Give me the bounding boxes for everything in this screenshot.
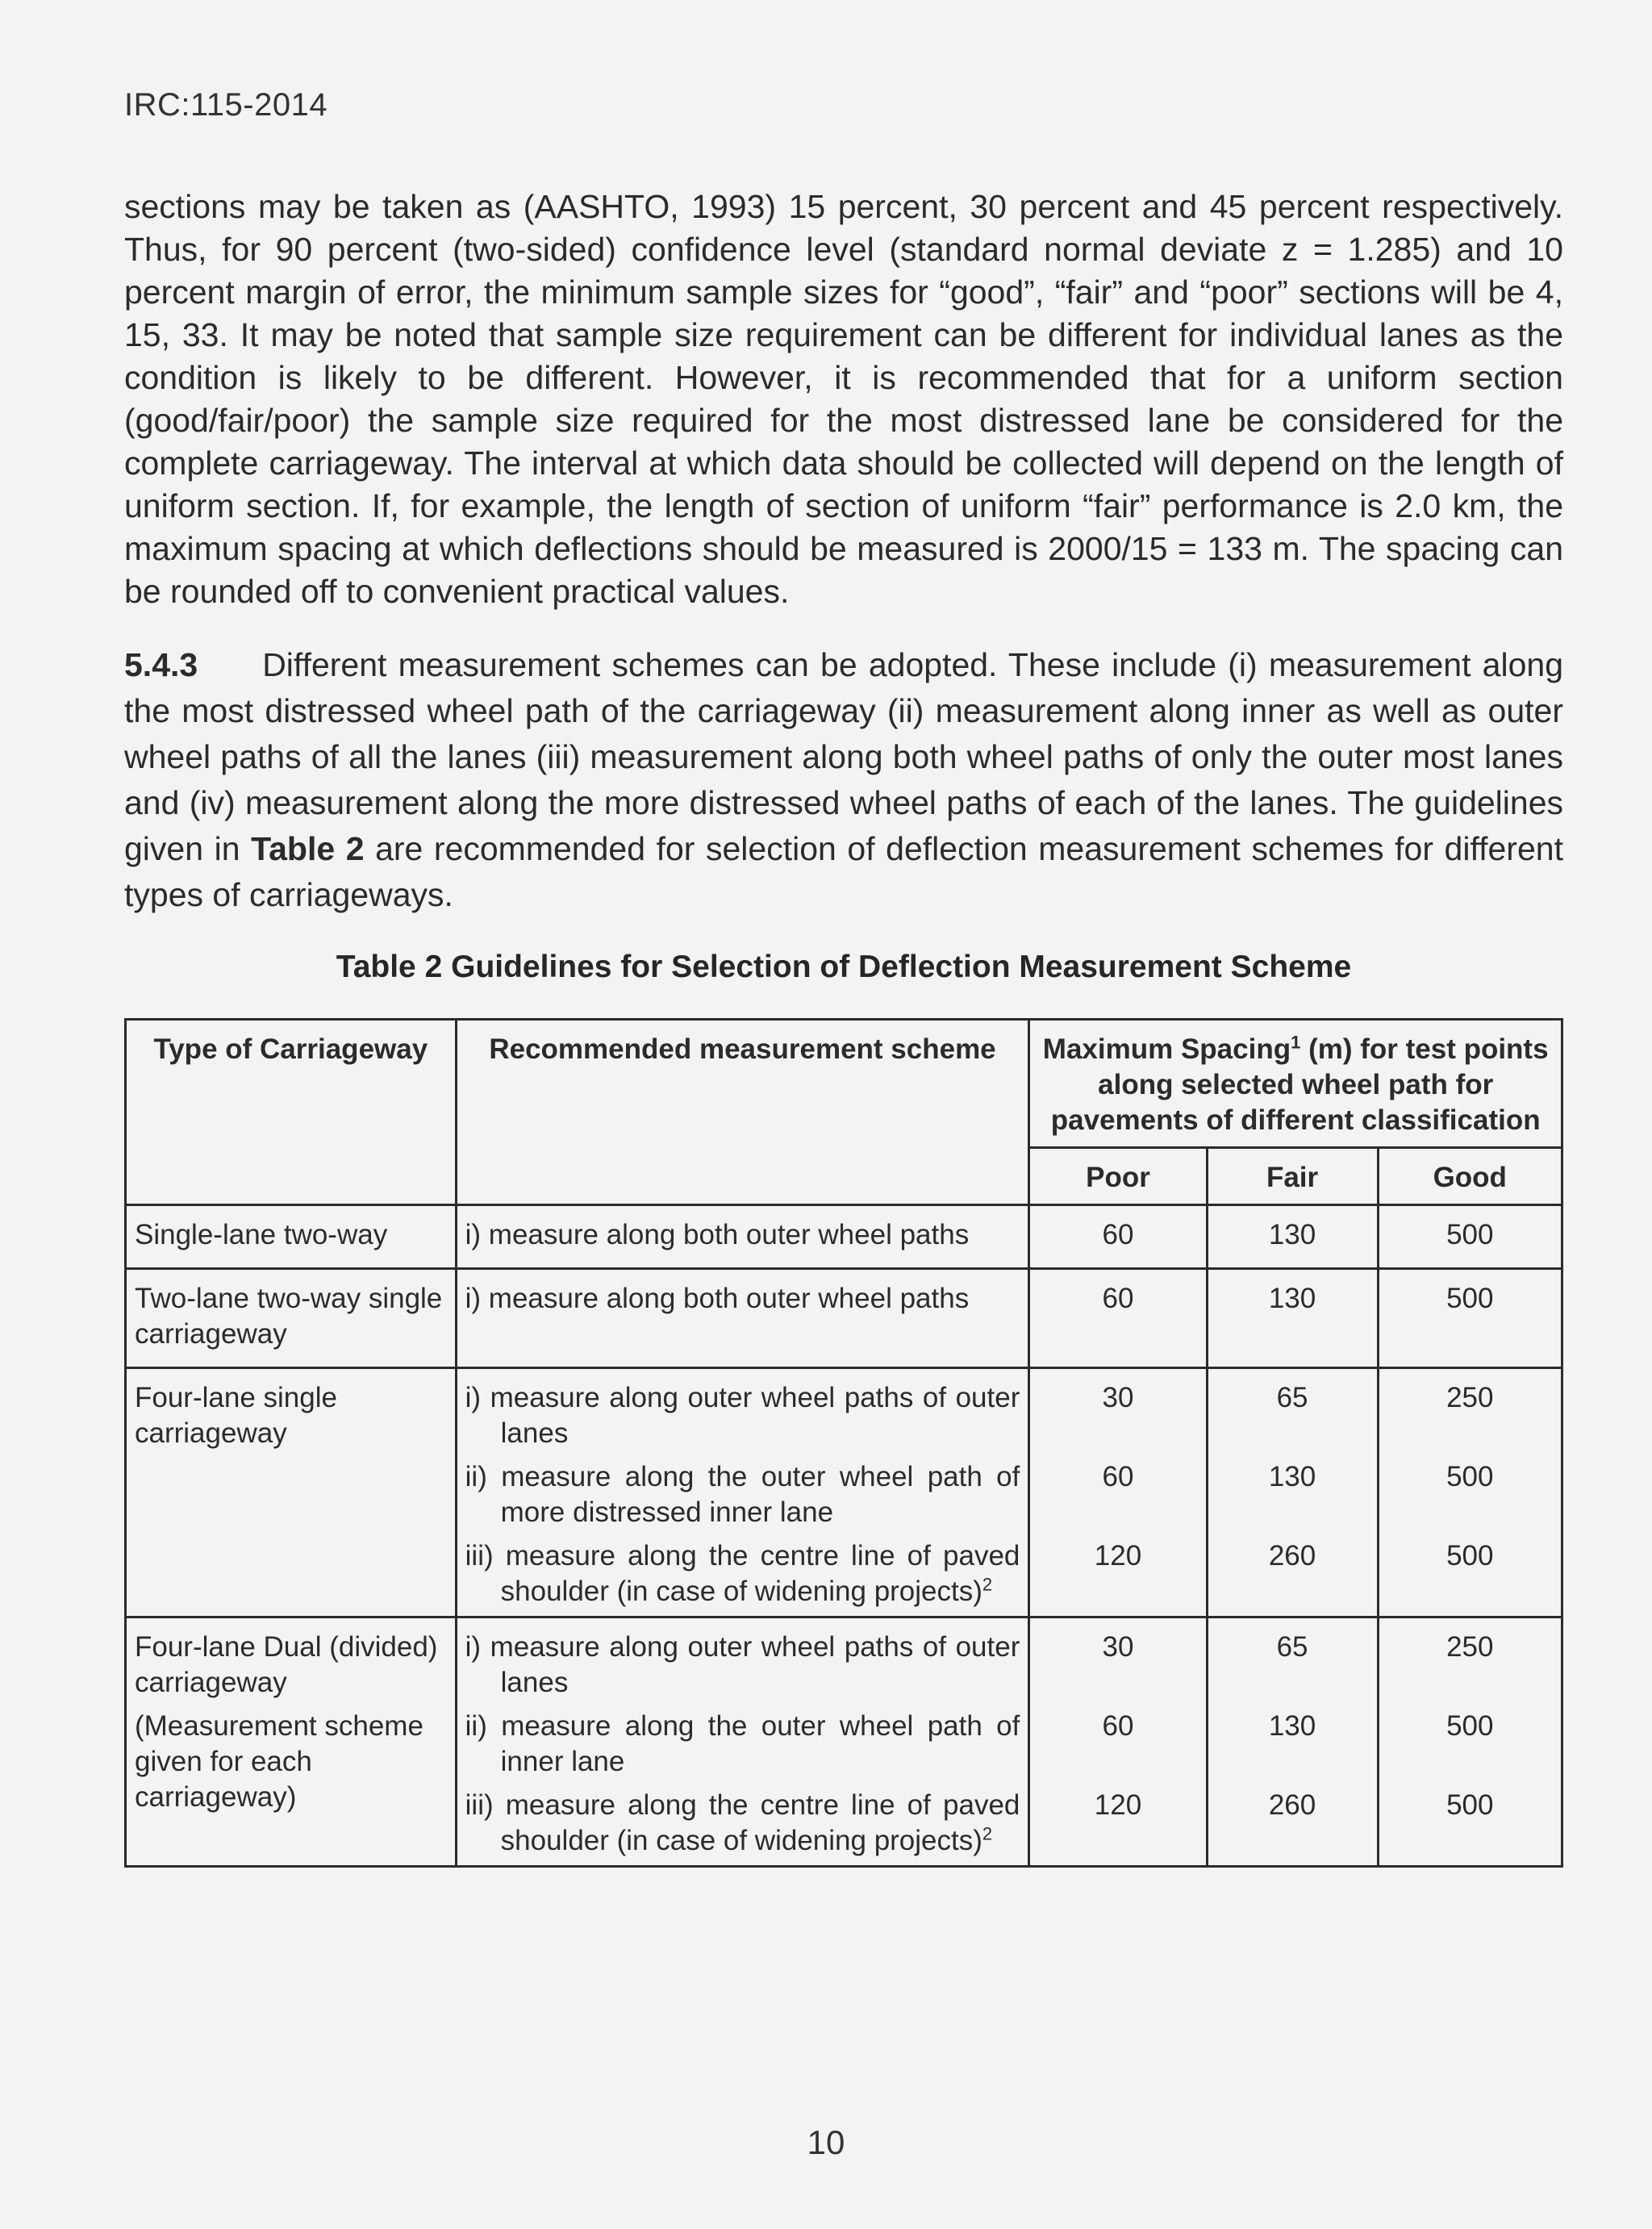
- spacing-value-good: 500: [1446, 1710, 1494, 1742]
- cell-carriageway-type: [126, 1617, 457, 1867]
- cell-spacing-fair: [1207, 1269, 1378, 1368]
- cell-spacing-good: [1378, 1269, 1562, 1368]
- paragraph-text-after: are recommended for selection of deflection measurement schemes for different types of carriageways.: [124, 830, 1563, 913]
- cell-spacing-poor: [1029, 1205, 1207, 1269]
- header-spacing-pre: Maximum Spacing: [1042, 1033, 1291, 1065]
- scheme-item-text: ii) measure along the outer wheel path of inner lane: [465, 1710, 1020, 1777]
- spacing-value-fair: 260: [1268, 1540, 1316, 1572]
- spacing-value-poor: 60: [1102, 1283, 1134, 1314]
- spacing-value-poor: 30: [1102, 1631, 1134, 1663]
- header-good: Good: [1378, 1148, 1562, 1205]
- header-spacing: [1029, 1020, 1562, 1148]
- spacing-value-fair: 65: [1276, 1382, 1308, 1413]
- scheme-item-text: iii) measure along the centre line of paved shoulder (in case of widening projects): [465, 1789, 1020, 1856]
- cell-spacing-fair: [1207, 1205, 1378, 1269]
- cell-spacing-good: [1378, 1368, 1562, 1617]
- footnote-marker: 1: [1291, 1032, 1301, 1053]
- scheme-item: [465, 1217, 1020, 1253]
- carriageway-type-text: Four-lane single carriageway: [135, 1382, 337, 1449]
- table-caption: Table 2 Guidelines for Selection of Deflection Measurement Scheme: [336, 950, 1352, 984]
- document-code-header: IRC:115-2014: [124, 87, 328, 123]
- scheme-item: [465, 1281, 1020, 1317]
- spacing-value-poor: 120: [1094, 1789, 1142, 1821]
- table-header-row: [126, 1020, 1562, 1148]
- scheme-item-text: i) measure along both outer wheel paths: [465, 1219, 970, 1250]
- header-scheme: Recommended measurement scheme: [456, 1020, 1029, 1205]
- scheme-item-text: i) measure along both outer wheel paths: [465, 1283, 970, 1314]
- scheme-item: [465, 1709, 1020, 1780]
- table-reference: Table 2: [251, 830, 365, 867]
- carriageway-type-text: (Measurement scheme given for each carriageway): [135, 1710, 423, 1813]
- cell-spacing-poor: [1029, 1269, 1207, 1368]
- spacing-value-good: 500: [1446, 1540, 1494, 1572]
- spacing-value-fair: 260: [1268, 1789, 1316, 1821]
- spacing-value-poor: 60: [1102, 1219, 1134, 1250]
- scheme-item: [465, 1459, 1020, 1530]
- spacing-value-good: 500: [1446, 1789, 1494, 1821]
- cell-spacing-fair: [1207, 1368, 1378, 1617]
- cell-carriageway-type: [126, 1205, 457, 1269]
- scheme-item: [465, 1630, 1020, 1701]
- scheme-item-text: i) measure along outer wheel paths of outer lanes: [465, 1382, 1020, 1449]
- cell-scheme: [456, 1368, 1029, 1617]
- header-fair: Fair: [1207, 1148, 1378, 1205]
- footnote-marker: 2: [982, 1574, 993, 1595]
- page-number: 10: [807, 2123, 845, 2161]
- spacing-value-good: 250: [1446, 1382, 1494, 1413]
- header-poor: Poor: [1029, 1148, 1207, 1205]
- spacing-value-good: 500: [1446, 1461, 1494, 1492]
- header-type: Type of Carriageway: [126, 1020, 457, 1205]
- scheme-item-text: ii) measure along the outer wheel path of more distressed inner lane: [465, 1461, 1020, 1528]
- spacing-value-poor: 120: [1094, 1540, 1142, 1572]
- scheme-item-text: i) measure along outer wheel paths of outer lanes: [465, 1631, 1020, 1698]
- carriageway-type-text: Four-lane Dual (divided) carriageway: [135, 1631, 438, 1698]
- cell-scheme: [456, 1617, 1029, 1867]
- spacing-value-poor: 60: [1102, 1461, 1134, 1492]
- section-number: 5.4.3: [124, 646, 198, 683]
- table-row: [126, 1205, 1562, 1269]
- header-spacing-post: (m) for test points along selected wheel path for pavements of different classification: [1050, 1033, 1549, 1136]
- paragraph-text-before: Different measurement schemes can be adopted. These include (i) measurement along the most distressed wheel path of the carriageway (ii) measurement along inner as well as outer wheel paths of all the lanes (iii) measurement along both wheel paths of only the outer most lanes and (iv) measurement along the more distressed wheel paths of each of the lanes. The guidelines given in: [124, 646, 1563, 867]
- cell-carriageway-type: [126, 1269, 457, 1368]
- table-row: [126, 1269, 1562, 1368]
- spacing-value-poor: 60: [1102, 1710, 1134, 1742]
- cell-carriageway-type: [126, 1368, 457, 1617]
- footnote-marker: 2: [982, 1823, 993, 1844]
- carriageway-type-text: Two-lane two-way single carriageway: [135, 1283, 443, 1350]
- table-row: [126, 1617, 1562, 1867]
- cell-spacing-good: [1378, 1617, 1562, 1867]
- carriageway-type-text: Single-lane two-way: [135, 1219, 388, 1250]
- spacing-value-good: 250: [1446, 1631, 1494, 1663]
- spacing-value-fair: 130: [1268, 1283, 1316, 1314]
- deflection-scheme-table: [124, 1018, 1563, 1868]
- table-row: [126, 1368, 1562, 1617]
- spacing-value-poor: 30: [1102, 1382, 1134, 1413]
- spacing-value-fair: 130: [1268, 1710, 1316, 1742]
- table-body: [126, 1205, 1562, 1867]
- cell-spacing-poor: [1029, 1368, 1207, 1617]
- spacing-value-good: 500: [1446, 1283, 1494, 1314]
- cell-spacing-poor: [1029, 1617, 1207, 1867]
- scheme-item-text: iii) measure along the centre line of paved shoulder (in case of widening projects): [465, 1540, 1020, 1607]
- body-paragraph-2: [124, 642, 1563, 918]
- scheme-item: [465, 1538, 1020, 1609]
- spacing-value-fair: 130: [1268, 1461, 1316, 1492]
- body-paragraph-1: sections may be taken as (AASHTO, 1993) 15 percent, 30 percent and 45 percent respectively. Thus, for 90 percent (two-sided) confidence level (standard normal deviate z = 1.285) and 10 percent margin of error, the minimum sample sizes for “good”, “fair” and “poor” sections will be 4, 15, 33. It may be noted that sample size requirement can be different for individual lanes as the condition is likely to be different. However, it is recommended that for a uniform section (good/fair/poor) the sample size required for the most distressed lane be considered for the complete carriageway. The interval at which data should be collected will depend on the length of uniform section. If, for example, the length of section of uniform “fair” performance is 2.0 km, the maximum spacing at which deflections should be measured is 2000/15 = 133 m. The spacing can be rounded off to convenient practical values.: [124, 188, 1563, 610]
- spacing-value-fair: 65: [1276, 1631, 1308, 1663]
- cell-spacing-good: [1378, 1205, 1562, 1269]
- cell-scheme: [456, 1269, 1029, 1368]
- cell-spacing-fair: [1207, 1617, 1378, 1867]
- scheme-item: [465, 1788, 1020, 1859]
- spacing-value-fair: 130: [1268, 1219, 1316, 1250]
- cell-scheme: [456, 1205, 1029, 1269]
- scheme-item: [465, 1380, 1020, 1451]
- spacing-value-good: 500: [1446, 1219, 1494, 1250]
